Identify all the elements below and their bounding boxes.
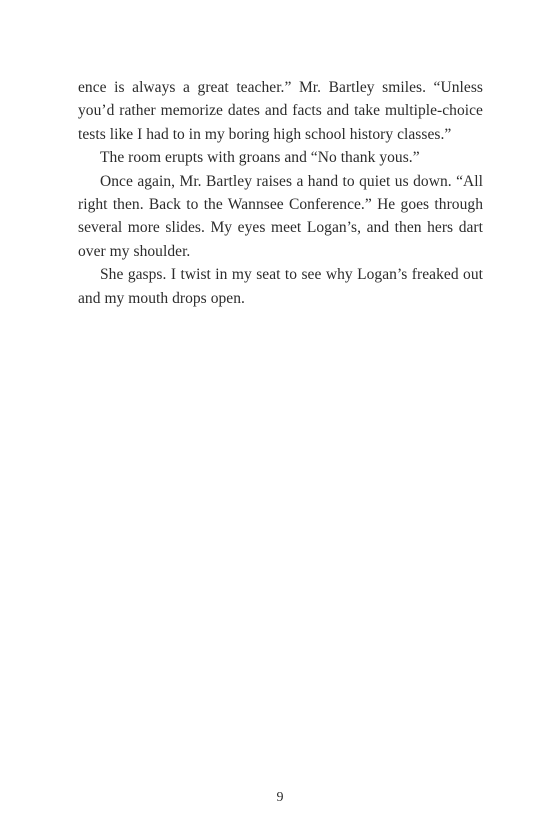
paragraph-1: ence is always a great teacher.” Mr. Bartley smiles. “Unless you’d rather memorize dates and facts and take multiple-choice tests like I had to in my boring high school history classes.” [78, 79, 483, 143]
body-text [78, 76, 483, 310]
paragraph-3: Once again, Mr. Bartley raises a hand to quiet us down. “All right then. Back to the Wannsee Conference.” He goes through several more slides. My eyes meet Logan’s, and then hers dart over my shoulder. [78, 172, 483, 260]
page-number: 9 [276, 790, 284, 805]
paragraph-2: The room erupts with groans and “No thank yous.” [100, 149, 420, 167]
paragraph-4: She gasps. I twist in my seat to see why Logan’s freaked out and my mouth drops open. [78, 266, 483, 307]
